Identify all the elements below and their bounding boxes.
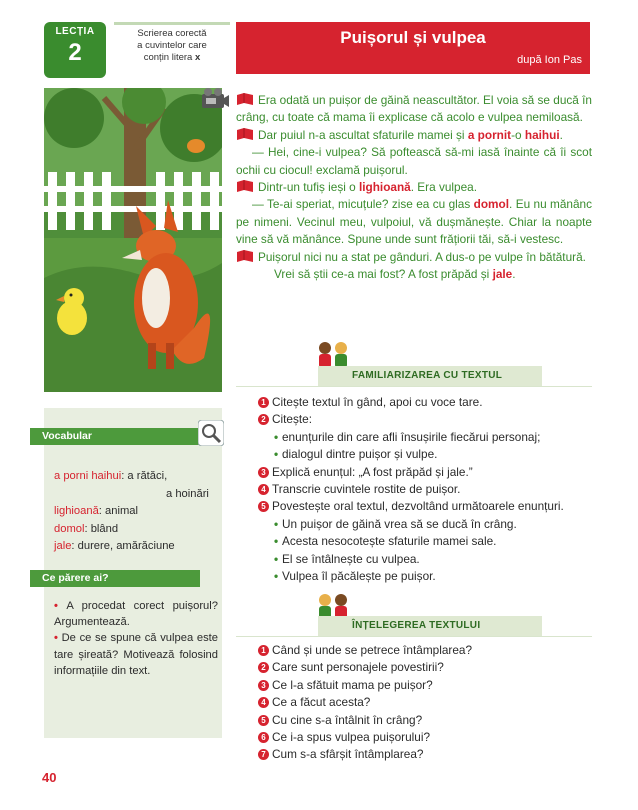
vocab-entry: jale: durere, amărăciune — [54, 540, 175, 553]
magnifier-icon — [198, 420, 224, 446]
task-item: 5 Cu cine s-a întâlnit în crâng? — [258, 712, 598, 729]
book-icon — [236, 93, 254, 106]
book-icon — [236, 180, 254, 193]
task-item: 3 Ce l-a sfătuit mama pe puișor? — [258, 677, 598, 694]
topic-line-1: Scrierea corectă — [137, 28, 207, 39]
section-header-intelegere: ÎNȚELEGEREA TEXTULUI — [318, 616, 542, 636]
familiarizare-task-list — [258, 394, 598, 585]
task-subitem: • El se întâlnește cu vulpea. — [258, 551, 598, 568]
task-item: 1 Citește textul în gând, apoi cu voce tare. — [258, 394, 598, 411]
topic-letter: x — [194, 52, 201, 63]
topic-box — [114, 22, 230, 74]
story-paragraph: Dintr-un tufiș ieși o lighioană. Era vulpea. — [236, 179, 592, 196]
vocab-entry-continuation: a hoinări — [166, 487, 209, 500]
vocab-entry: domol: blând — [54, 522, 119, 535]
story-paragraph: Vrei să știi ce-a mai fost? A fost prăpăd și jale. — [274, 267, 516, 282]
title-bar — [236, 22, 590, 74]
story-paragraph: — Te-ai speriat, micuțule? zise ea cu glas domol. Eu nu mănânc pe nimeni. Vecinul meu, vulpoiul, vă dușmănește. Chiar la noapte vine să vă mănânce. Spune unde sunt frățiorii tăi, să-i vestesc. — [236, 197, 592, 247]
lesson-label: LECȚIA — [55, 26, 95, 37]
story-illustration — [44, 88, 222, 392]
task-subitem: • enunțurile din care afli însușirile fiecărui personaj; — [258, 429, 598, 446]
task-item: 5 Povestește oral textul, dezvoltând următoarele enunțuri. — [258, 498, 598, 515]
book-icon — [236, 128, 254, 141]
topic-line-2: a cuvintelor care — [137, 40, 207, 51]
opinion-header: Ce părere ai? — [30, 570, 200, 587]
task-item: 7 Cum s-a sfârșit întâmplarea? — [258, 746, 598, 763]
task-item: 2 Care sunt personajele povestirii? — [258, 659, 598, 676]
story-text — [236, 92, 592, 283]
topic-line-3: conțin litera x — [143, 52, 201, 63]
task-subitem: • Acesta nesocotește sfaturile mamei sale. — [258, 533, 598, 550]
author: după Ion Pas — [517, 54, 582, 66]
lesson-number: 2 — [68, 39, 82, 66]
task-subitem: • Un puișor de găină vrea să se ducă în crâng. — [258, 516, 598, 533]
task-item: 4 Transcrie cuvintele rostite de puișor. — [258, 481, 598, 498]
story-paragraph: Dar puiul n-a ascultat sfaturile mamei și a pornit-o haihui. — [236, 127, 592, 144]
lesson-badge — [44, 22, 106, 78]
vocabulary-list — [54, 468, 218, 556]
story-paragraph: — Hei, cine-i vulpea? Să poftească să-mi iasă înainte că îi scot ochii cu ciocul! exclamă puișorul. — [236, 145, 592, 177]
page-title: Puișorul și vulpea — [340, 28, 486, 47]
task-subitem: • dialogul dintre puișor și vulpe. — [258, 446, 598, 463]
projector-icon — [200, 88, 230, 110]
vocab-entry: a porni haihui: a rătăci, — [54, 470, 168, 482]
opinion-question: • De ce se spune că vulpea este tare șireată? Motivează folosind informațiile din text. — [54, 632, 218, 677]
intelegere-task-list — [258, 642, 598, 764]
section-header-familiarizare: FAMILIARIZAREA CU TEXTUL — [318, 366, 542, 386]
task-item: 6 Ce i-a spus vulpea puișorului? — [258, 729, 598, 746]
task-item: 2 Citește: — [258, 411, 598, 428]
task-subitem: • Vulpea îl păcălește pe puișor. — [258, 568, 598, 585]
story-paragraph: Era odată un puișor de găină neascultător. El voia să se ducă în crâng, cu toate că mama îi explicase că acolo e vulpea nemiloasă. — [236, 93, 592, 125]
opinion-question: • A procedat corect puișorul? Argumentează. — [54, 600, 218, 629]
opinion-questions — [54, 598, 218, 679]
vocabular-header: Vocabular — [30, 428, 200, 445]
page-number: 40 — [42, 770, 57, 785]
book-icon — [236, 250, 254, 263]
task-item: 3 Explică enunțul: „A fost prăpăd și jale.” — [258, 464, 598, 481]
task-item: 1 Când și unde se petrece întâmplarea? — [258, 642, 598, 659]
story-paragraph: Puișorul nici nu a stat pe gânduri. A dus-o pe vulpe în bătătură. — [236, 249, 592, 266]
task-item: 4 Ce a făcut acesta? — [258, 694, 598, 711]
vocab-entry: lighioană: animal — [54, 505, 138, 518]
